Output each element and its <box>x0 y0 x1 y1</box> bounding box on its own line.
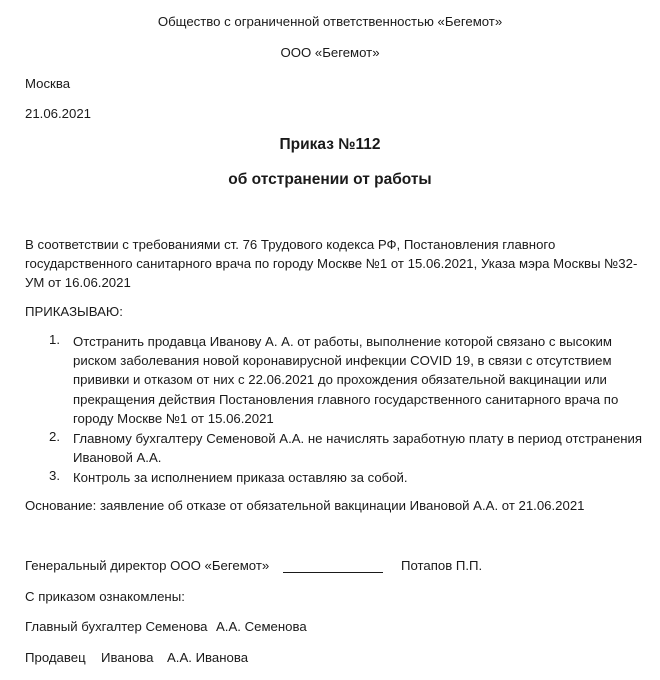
basis-line: Основание: заявление об отказе от обязательной вакцинации Ивановой А.А. от 21.06.2021 <box>25 498 585 513</box>
city: Москва <box>25 76 71 91</box>
order-word: ПРИКАЗЫВАЮ: <box>25 304 123 319</box>
list-item-text: Главному бухгалтеру Семеновой А.А. не начислять заработную плату в период отстранения Ивановой А.А. <box>73 431 643 466</box>
list-item-number: 2. <box>49 429 60 444</box>
list-item-text: Контроль за исполнением приказа оставляю за собой. <box>73 470 408 485</box>
signatory-position: Генеральный директор ООО «Бегемот» <box>25 558 270 573</box>
acquainted-heading: С приказом ознакомлены: <box>25 589 185 604</box>
document-date: 21.06.2021 <box>25 106 92 121</box>
acquainted-position: Продавец <box>25 650 86 665</box>
list-item-number: 1. <box>49 332 60 347</box>
org-full-name: Общество с ограниченной ответственностью «Бегемот» <box>157 14 503 29</box>
signature-line <box>283 572 383 573</box>
acquainted-surname: Иванова <box>101 650 154 665</box>
order-subtitle: об отстранении от работы <box>228 171 432 188</box>
order-title: Приказ №112 <box>279 136 381 153</box>
acquainted-signature: А.А. Иванова <box>167 650 249 665</box>
list-item-number: 3. <box>49 468 60 483</box>
preamble-paragraph: В соответствии с требованиями ст. 76 Трудового кодекса РФ, Постановления главного государственного санитарного врача по городу Москве №1 от 15.06.2021, Указа мэра Москвы №32-УМ от 16.06.2021 <box>25 237 638 290</box>
acquainted-signature: А.А. Семенова <box>216 619 307 634</box>
signatory-name: Потапов П.П. <box>401 558 483 573</box>
acquainted-position: Главный бухгалтер Семенова <box>25 619 208 634</box>
list-item-text: Отстранить продавца Иванову А. А. от работы, выполнение которой связано с высоким риском заболевания новой коронавирусной инфекции COVID 19, в связи с отсутствием прививки и отказом от них с 22.06.2021 до прохождения обязательной вакцинации или прекращения действия Постановления главного государственного санитарного врача по городу Москве №1 от 15.06.2021 <box>73 334 619 426</box>
org-short-name: ООО «Бегемот» <box>280 45 380 60</box>
